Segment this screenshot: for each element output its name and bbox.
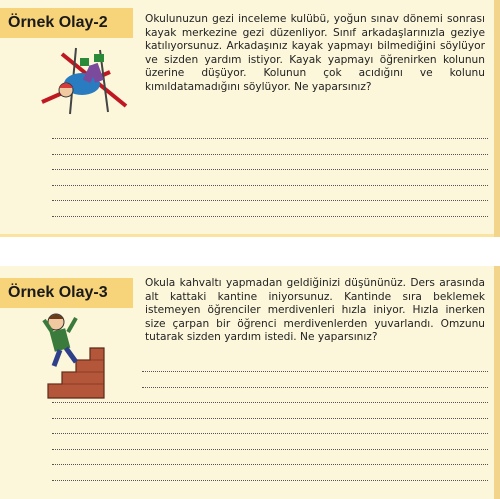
answer-line[interactable] xyxy=(142,377,488,388)
answer-line[interactable] xyxy=(52,159,488,170)
case-title: Örnek Olay-2 xyxy=(0,8,133,38)
answer-line[interactable] xyxy=(52,470,488,481)
answer-line[interactable] xyxy=(52,206,488,217)
answer-line[interactable] xyxy=(52,392,488,403)
answer-line[interactable] xyxy=(52,454,488,465)
answer-line[interactable] xyxy=(52,439,488,450)
panel-edge xyxy=(494,0,500,237)
answer-line[interactable] xyxy=(52,144,488,155)
answer-lines xyxy=(52,361,488,485)
answer-line[interactable] xyxy=(142,361,488,372)
case-text: Okula kahvaltı yapmadan geldiğinizi düşününüz. Ders arasında alt kattaki kantine iniyorsunuz. Kantinde sıra beklemek istemeyen öğrenciler merdivenleri hızla iniyor. Hızla inerken size çarpan bir öğrenci merdivenlerden yuvarlandı. Omzunu tutarak sizden yardım istedi. Ne yaparsınız? xyxy=(145,277,485,344)
case-title: Örnek Olay-3 xyxy=(0,278,133,308)
answer-line[interactable] xyxy=(52,175,488,186)
case-text: Okulunuzun gezi inceleme kulübü, yoğun sınav dönemi sonrası kayak merkezine gezi düzenliyor. Sınıf arkadaşlarınızla geziye katılıyorsunuz. Arkadaşınız kayak yapmayı bilmediğini söylüyor ve sizden yardım istiyor. Kayak yapmayı öğrenirken kolunun üzerine düşüyor. Kolunun çok acıdığını ve kolunu kımıldatamadığını söylüyor. Ne yaparsınız? xyxy=(145,13,485,93)
answer-line[interactable] xyxy=(52,190,488,201)
answer-line[interactable] xyxy=(52,128,488,139)
answer-line[interactable] xyxy=(52,408,488,419)
answer-line[interactable] xyxy=(52,423,488,434)
answer-lines xyxy=(52,128,488,221)
panel-gap xyxy=(0,237,500,266)
skier-falling-icon xyxy=(40,44,130,116)
panel-edge xyxy=(494,266,500,499)
